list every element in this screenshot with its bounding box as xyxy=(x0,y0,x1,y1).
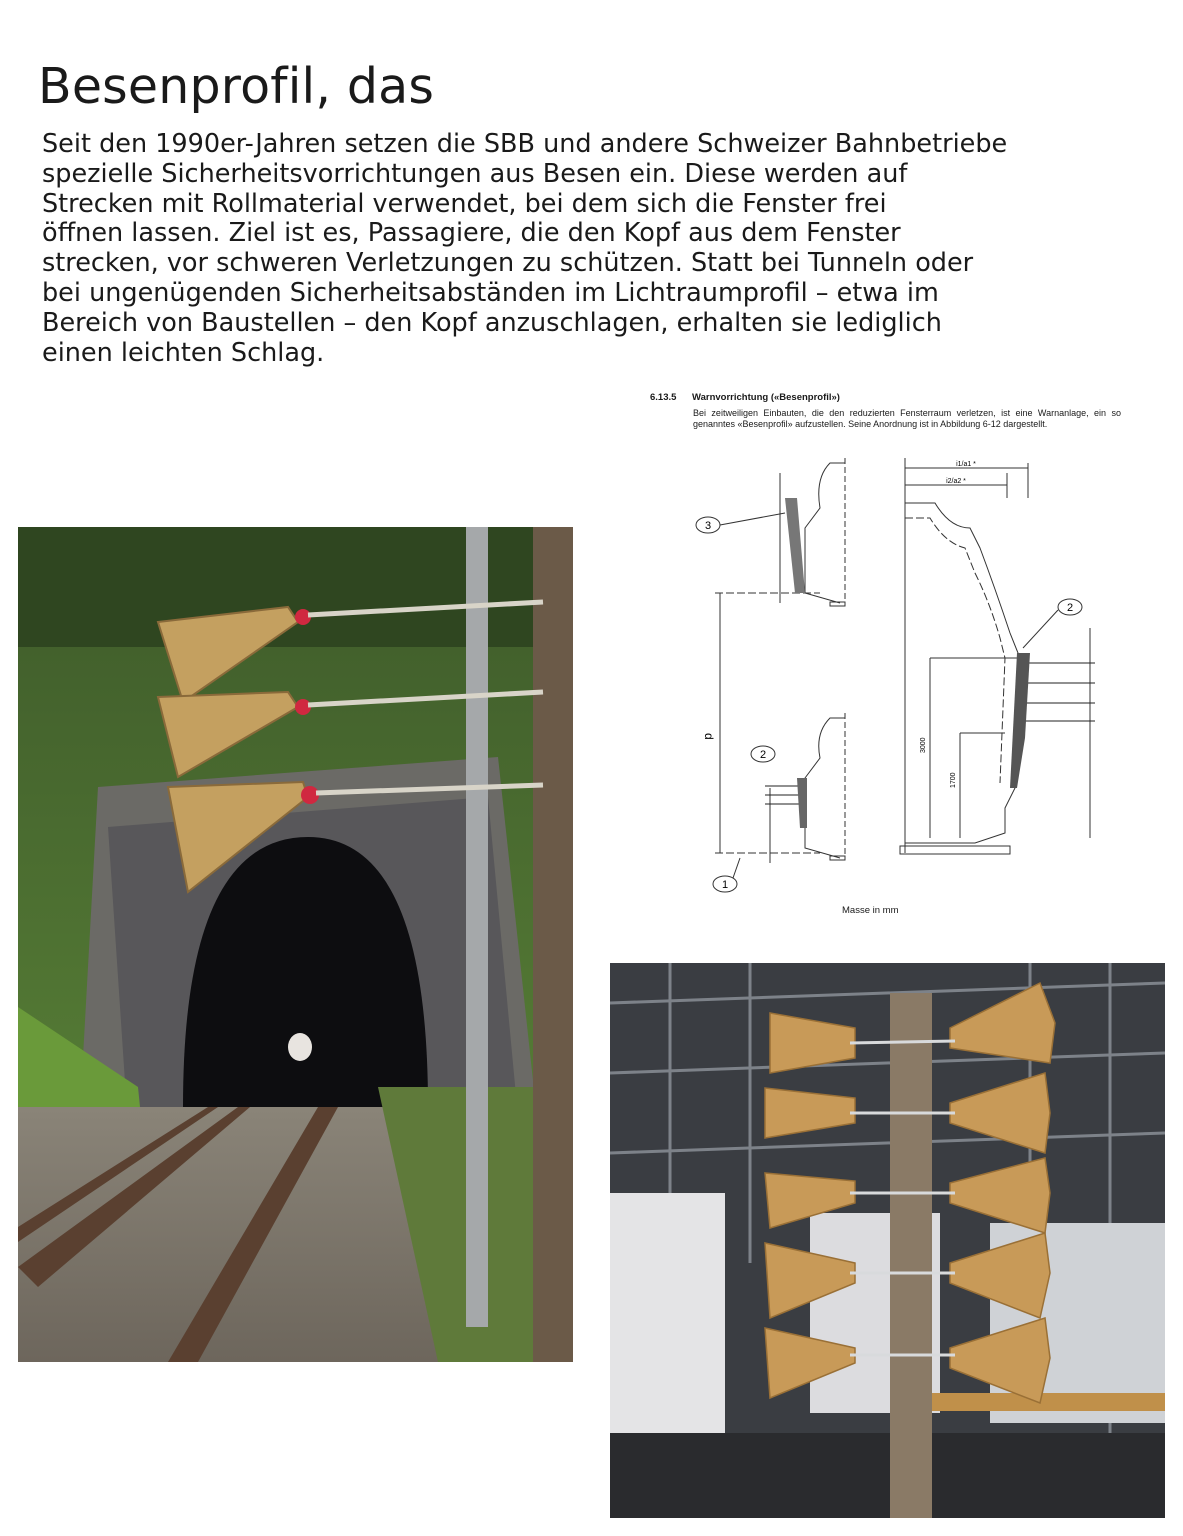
tunnel-broom-photo xyxy=(18,527,573,1362)
section-number: 6.13.5 xyxy=(650,392,677,403)
callout-2-left: 2 xyxy=(759,749,767,761)
diagram-description: Bei zeitweiligen Einbauten, die den reduzierten Fensterraum verletzen, ist eine Warnanlage, ein so genanntes «Besenprofil» aufzustellen. Seine Anordnung ist in Abbildung 6-12 dargestellt. xyxy=(693,408,1121,429)
callout-1: 1 xyxy=(721,879,729,891)
body-line: Bereich von Baustellen – den Kopf anzuschlagen, erhalten sie lediglich xyxy=(42,307,942,338)
body-line: bei ungenügenden Sicherheitsabständen im Lichtraumprofil – etwa im xyxy=(42,277,939,308)
callout-2-right: 2 xyxy=(1066,602,1074,614)
technical-diagram xyxy=(645,388,1135,923)
dimension-3000: 3000 xyxy=(920,737,927,753)
profile-drawing xyxy=(645,388,1135,908)
body-line: strecken, vor schweren Verletzungen zu schützen. Statt bei Tunneln oder xyxy=(42,248,974,279)
dimension-1700: 1700 xyxy=(950,772,957,788)
broom-post-photo xyxy=(610,963,1165,1518)
body-line: einen leichten Schlag. xyxy=(42,337,325,368)
page-title: Besenprofil, das xyxy=(38,58,435,115)
section-title: Warnvorrichtung («Besenprofil») xyxy=(692,392,840,403)
body-line: öffnen lassen. Ziel ist es, Passagiere, die den Kopf aus dem Fenster xyxy=(42,218,901,249)
callout-3: 3 xyxy=(704,520,712,532)
dimension-d: d xyxy=(702,733,716,740)
body-text xyxy=(42,130,1122,368)
body-line: Strecken mit Rollmaterial verwendet, bei dem sich die Fenster frei xyxy=(42,188,887,219)
body-line: Seit den 1990er-Jahren setzen die SBB und andere Schweizer Bahnbetriebe xyxy=(42,129,1008,159)
diagram-caption: Masse in mm xyxy=(842,905,899,916)
body-line: spezielle Sicherheitsvorrichtungen aus Besen ein. Diese werden auf xyxy=(42,158,908,189)
dimension-i2-a2: i2/a2 * xyxy=(946,478,966,485)
dimension-i1-a1: i1/a1 * xyxy=(956,461,976,468)
